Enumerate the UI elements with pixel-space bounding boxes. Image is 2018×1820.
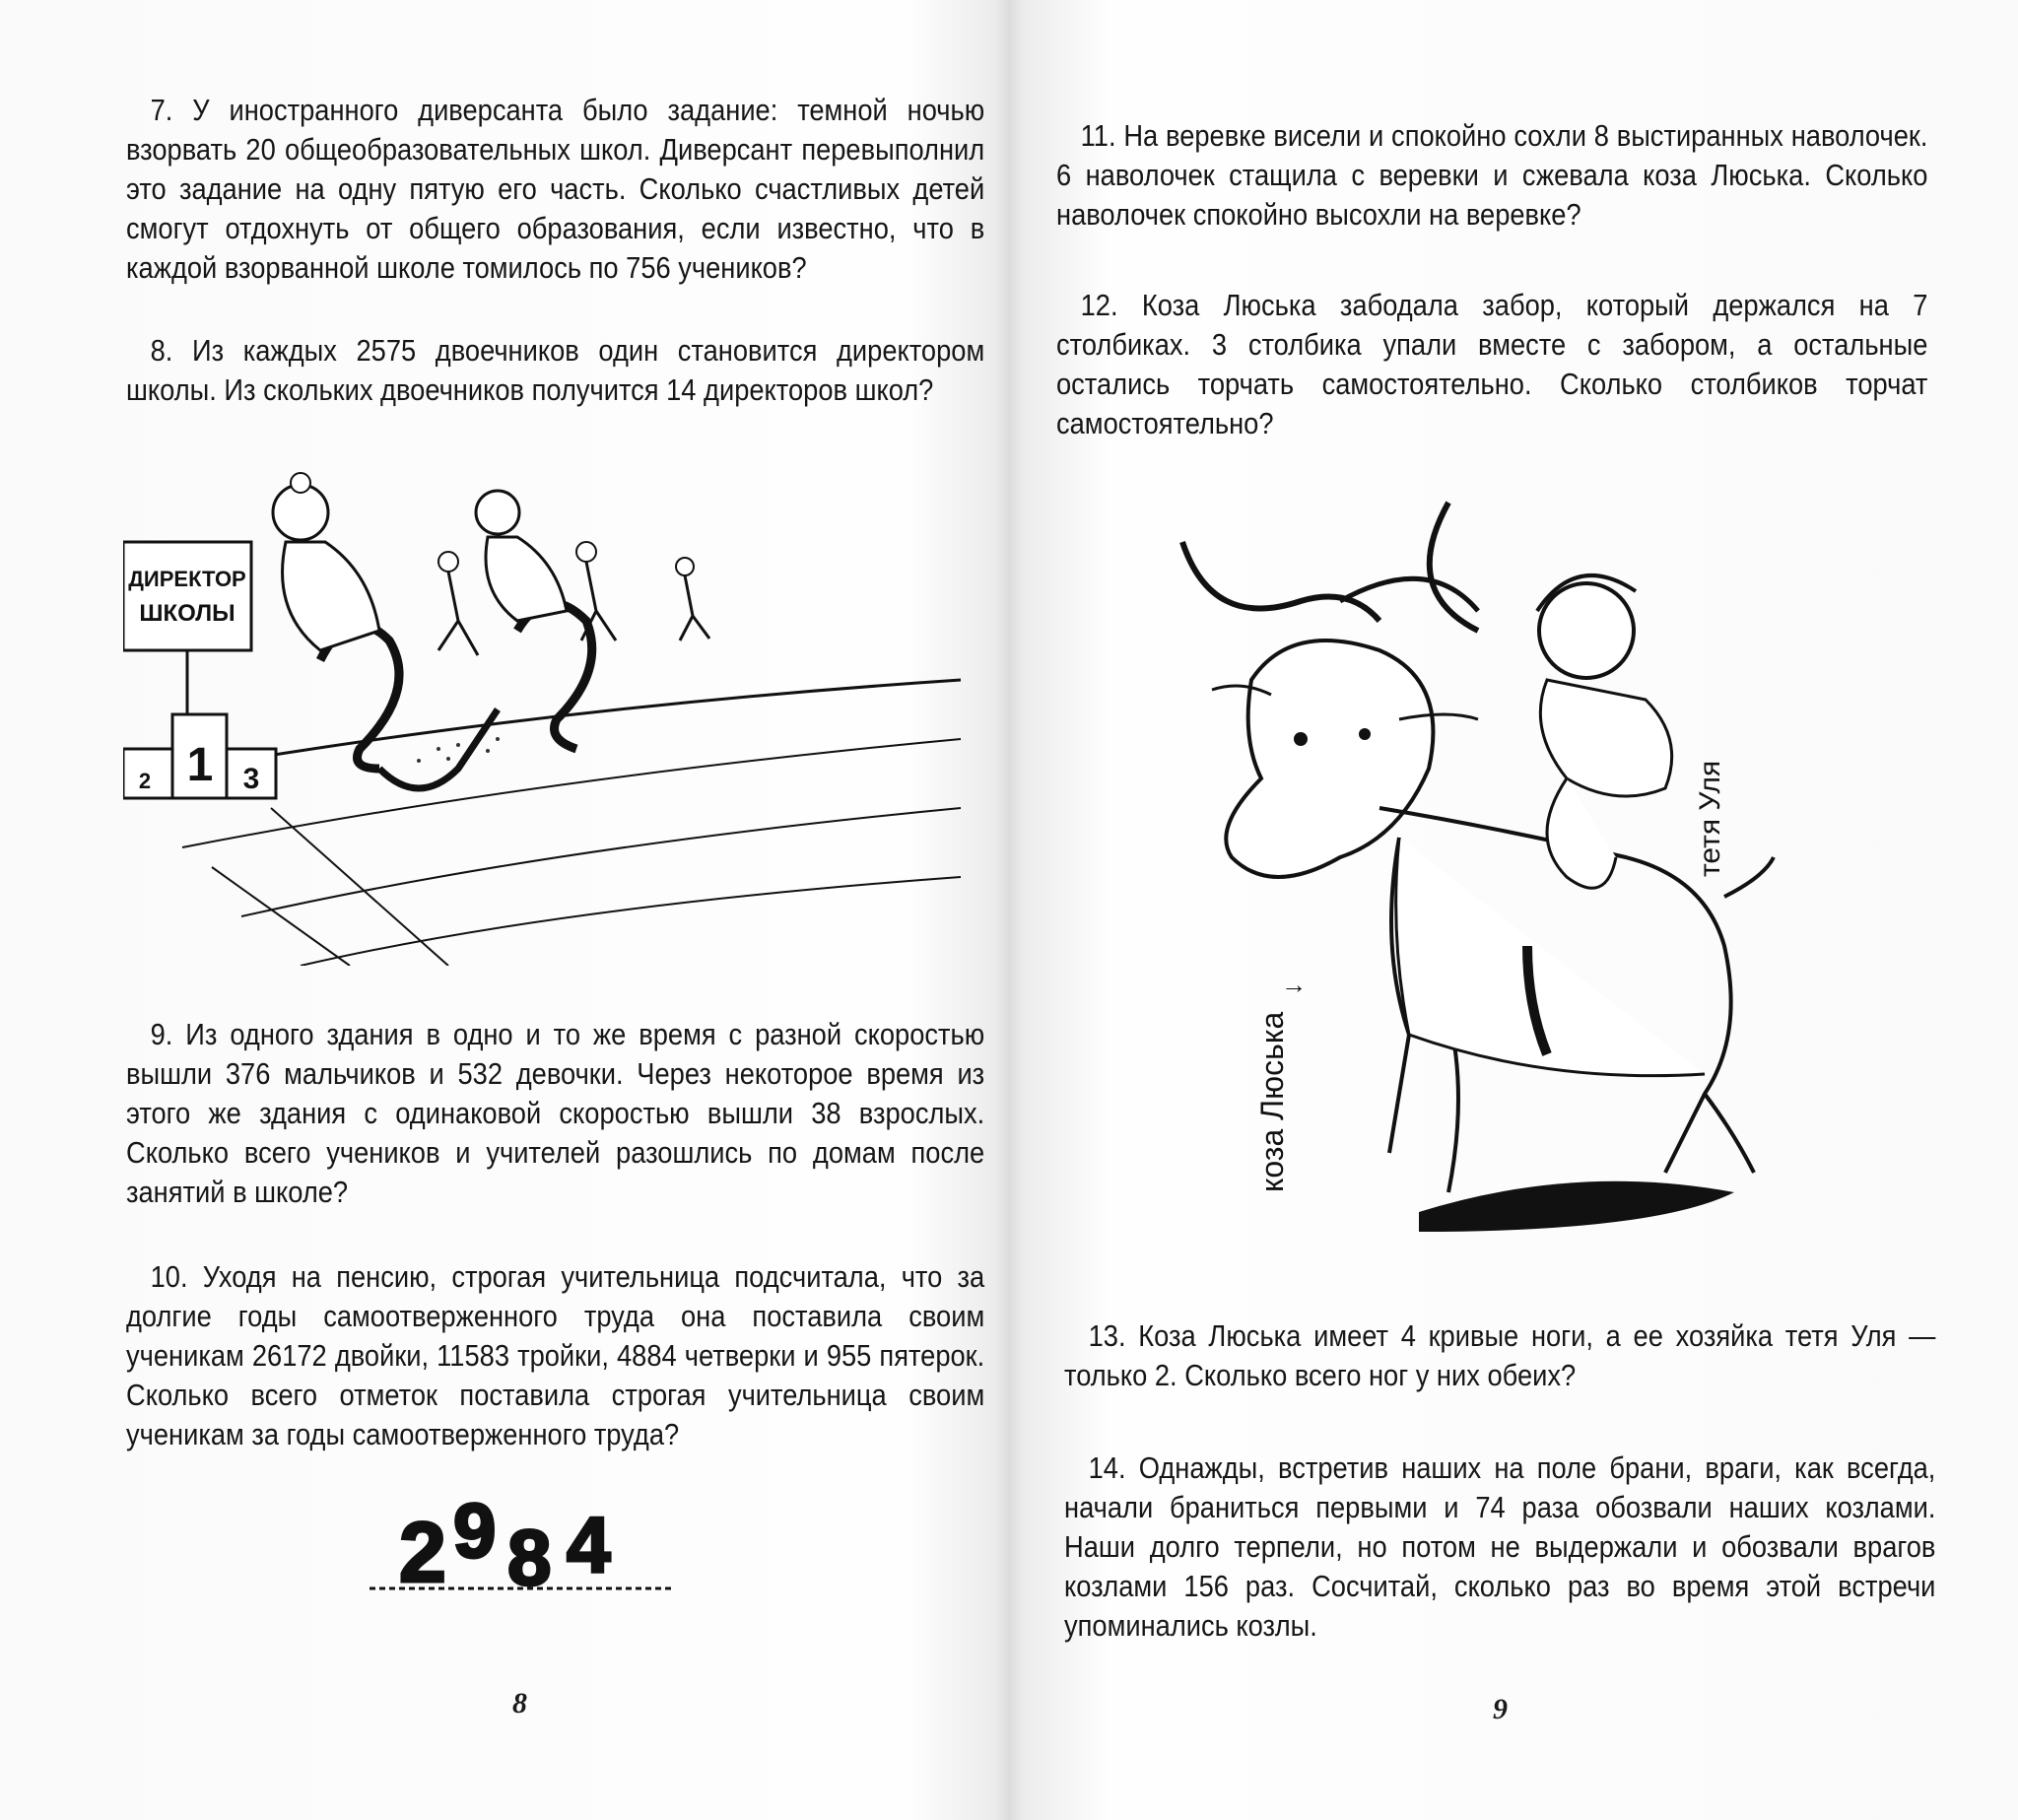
digit-4: 4 bbox=[567, 1501, 611, 1588]
digits-illustration bbox=[370, 1478, 685, 1596]
goat-label-arrow: ↓ bbox=[1277, 982, 1307, 995]
problem-11 bbox=[1056, 116, 1927, 235]
left-page bbox=[0, 0, 1005, 1820]
aunt-label: тетя Уля bbox=[1694, 760, 1726, 877]
goat-label: коза Люська bbox=[1254, 1011, 1290, 1192]
page-number-right: 9 bbox=[1493, 1693, 1508, 1725]
problem-9 bbox=[126, 1015, 984, 1212]
problem-7 bbox=[126, 91, 984, 288]
sign-line-1: ДИРЕКТОР bbox=[128, 567, 246, 591]
race-illustration bbox=[123, 453, 971, 966]
podium-third: 3 bbox=[242, 763, 260, 795]
problem-8 bbox=[126, 331, 984, 410]
problem-10-text: 10. Уходя на пенсию, строгая учительница подсчитала, что за долгие годы самоотверженного труда она поставила своим ученикам 26172 двойки, 11583 тройки, 4884 четверки и 955 пятерок. Сколько всего отметок поставила строгая учительница своим ученикам за годы самоотверженного труда? bbox=[126, 1259, 985, 1451]
problem-12 bbox=[1056, 286, 1927, 443]
race-drawing bbox=[123, 453, 971, 966]
problem-10 bbox=[126, 1257, 984, 1454]
page-number-left: 8 bbox=[512, 1687, 527, 1719]
problem-14-text: 14. Однажды, встретив наших на поле брани, враги, как всегда, начали браниться первыми и 74 раза обозвали наших козлами. Наши долго терпели, но потом не выдержали и обозвали врагов козлами 156 раз. Сосчитай, сколько раз во время этой встречи упоминались козлы. bbox=[1064, 1450, 1936, 1643]
problem-7-text: 7. У иностранного диверсанта было задание: темной ночью взорвать 20 общеобразовательных школ. Диверсант перевыполнил это задание на одну пятую его часть. Сколько счастливых детей смогут отдохнуть от общего образования, если известно, что в каждой взорванной школе томилось по 756 учеников? bbox=[126, 93, 985, 285]
sign-board bbox=[123, 542, 251, 650]
problem-9-text: 9. Из одного здания в одно и то же время с разной скоростью вышли 376 мальчиков и 532 девочки. Через некоторое время из этого же здания с одинаковой скоростью вышли 38 взрослых. Сколько всего учеников и учителей разошлись по домам после занятий в школе? bbox=[126, 1017, 985, 1209]
problem-14 bbox=[1064, 1449, 1935, 1646]
podium-second: 2 bbox=[138, 769, 152, 793]
problem-12-text: 12. Коза Люська забодала забор, который держался на 7 столбиках. 3 столбика упали вместе с забором, а остальные остались торчать самостоятельно. Сколько столбиков торчат самостоятельно? bbox=[1056, 288, 1928, 440]
sign-line-2: ШКОЛЫ bbox=[139, 600, 235, 627]
right-page bbox=[1005, 0, 2018, 1820]
problem-8-text: 8. Из каждых 2575 двоечников один становится директором школы. Из скольких двоечников получится 14 директоров школ? bbox=[126, 333, 985, 407]
problem-11-text: 11. На веревке висели и спокойно сохли 8 выстиранных наволочек. 6 наволочек стащила с веревки и сжевала коза Люська. Сколько наволочек спокойно высохли на веревке? bbox=[1056, 118, 1928, 232]
problem-13 bbox=[1064, 1316, 1935, 1395]
goat-illustration bbox=[1153, 483, 1882, 1251]
digit-2: 9 bbox=[453, 1487, 497, 1574]
digit-3: 8 bbox=[507, 1514, 552, 1596]
problem-13-text: 13. Коза Люська имеет 4 кривые ноги, а ее хозяйка тетя Уля — только 2. Сколько всего ног у них обеих? bbox=[1064, 1318, 1936, 1392]
digit-1: 2 bbox=[399, 1506, 446, 1596]
podium-first: 1 bbox=[186, 739, 214, 791]
